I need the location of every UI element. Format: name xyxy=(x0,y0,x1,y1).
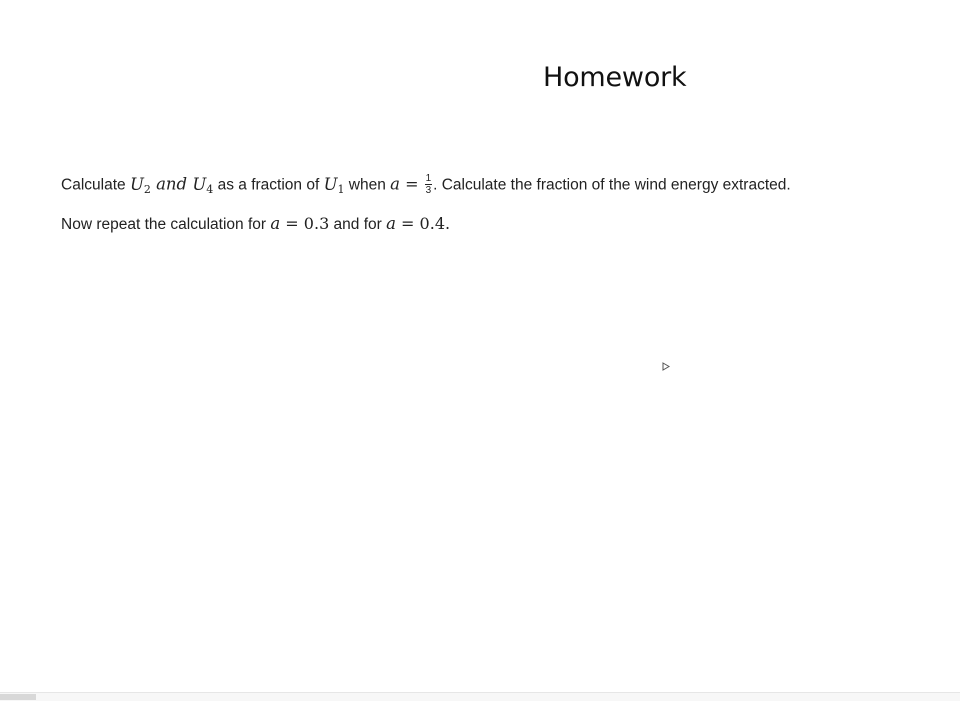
math-subscript: 2 xyxy=(143,182,151,196)
problem-statement-line-2 xyxy=(61,214,450,234)
math-value-0-3: = 0.3 xyxy=(280,214,330,233)
math-variable-u2 xyxy=(130,175,151,194)
math-subscript: 4 xyxy=(206,182,214,196)
math-variable-a: a xyxy=(270,214,281,233)
math-variable-u1 xyxy=(324,175,345,194)
text-segment: Now repeat the calculation for xyxy=(61,216,271,233)
math-subscript: 1 xyxy=(337,182,345,196)
fraction-numerator: 1 xyxy=(425,173,432,184)
math-variable-u4 xyxy=(192,175,213,194)
fraction-denominator: 3 xyxy=(425,185,432,196)
math-value-0-4: = 0.4. xyxy=(395,214,451,233)
math-and: and xyxy=(150,174,193,194)
text-segment: Calculate xyxy=(61,176,130,194)
math-variable-a: a xyxy=(386,214,396,233)
math-symbol: U xyxy=(192,174,207,194)
text-segment: as a fraction of xyxy=(213,176,324,194)
math-symbol: U xyxy=(129,174,144,194)
scrollbar-thumb[interactable] xyxy=(0,694,36,700)
math-variable-a: a xyxy=(390,174,400,194)
mouse-pointer-icon xyxy=(662,362,670,371)
problem-statement-line-1 xyxy=(61,174,791,197)
text-segment: and for xyxy=(329,216,387,233)
text-segment: . Calculate the fraction of the wind energy extracted. xyxy=(433,176,791,194)
math-equals: = xyxy=(399,174,424,194)
slide-title: Homework xyxy=(543,62,687,93)
text-segment: when xyxy=(344,176,391,194)
math-symbol: U xyxy=(323,174,338,194)
math-fraction-one-third xyxy=(425,173,433,196)
